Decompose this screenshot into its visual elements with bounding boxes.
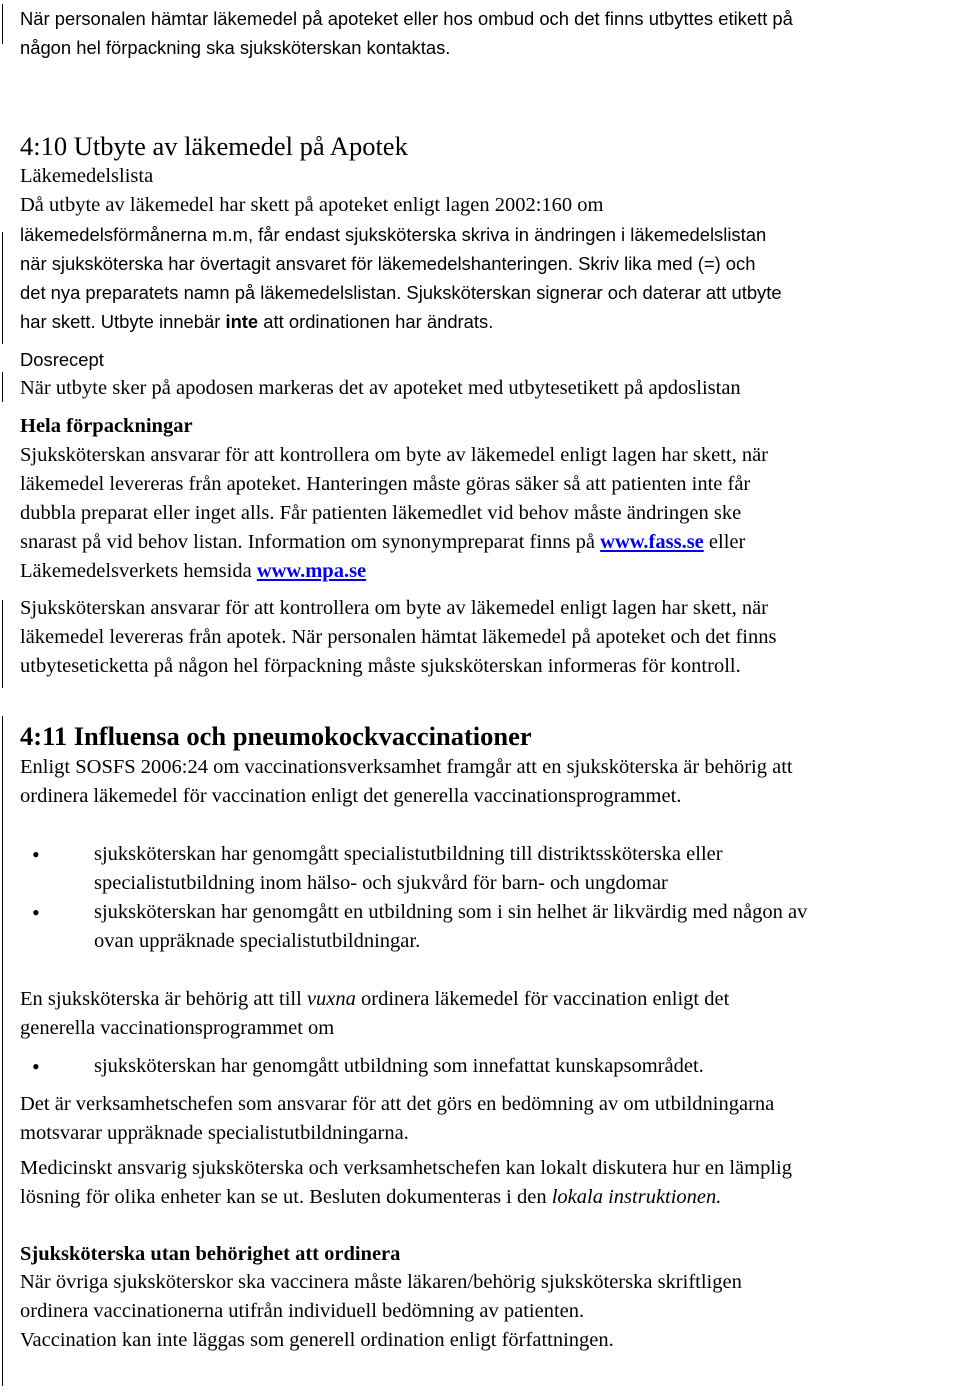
paragraph-utan-behorighet: När övriga sjuksköterskor ska vaccinera måste läkaren/behörig sjuksköterska skriftligen ordinera vaccinationerna utifrån individuell bedömning av patienten. Vaccination kan inte läggas som generell ordination enligt författningen. bbox=[20, 1271, 742, 1351]
list-item: • sjuksköterskan har genomgått utbildning som innefattat kunskapsområdet. bbox=[32, 1054, 704, 1079]
bullet-icon: • bbox=[32, 900, 40, 925]
emphasis-inte: inte bbox=[225, 311, 259, 332]
paragraph-utbyte-body: läkemedelsförmånerna m.m, får endast sjuksköterska skriva in ändringen i läkemedelslistan när sjuksköterska har övertagit ansvaret för läkemedelshanteringen. Skriv lika med (=) och det nya preparatets namn på läkemedelslistan. Sjuksköterskan signerar och daterar att utbyte har skett. Utbyte innebär inte att ordinationen har ändrats. bbox=[20, 220, 955, 336]
revision-bar bbox=[2, 716, 3, 1386]
paragraph-verksamhetschef: Det är verksamhetschefen som ansvarar för att det görs en bedömning av om utbildningarna motsvarar uppräknade specialistutbildningarna. bbox=[20, 1093, 775, 1144]
revision-bar bbox=[2, 232, 3, 344]
paragraph-line: har skett. Utbyte innebär inte att ordinationen har ändrats. bbox=[20, 311, 494, 332]
paragraph-line: lösning för olika enheter kan se ut. Besluten dokumenteras i den lokala instruktionen. bbox=[20, 1186, 722, 1208]
paragraph-hela-forpackningar: Sjuksköterskan ansvarar för att kontrollera om byte av läkemedel enligt lagen har skett, när läkemedel levereras från apoteket. Hanteringen måste göras säker så att patienten inte får dubbla preparat eller inget alls. Får patienten läkemedlet vid behov måste ändringen ske snarast på vid behov listan. Information om synonympreparat finns på www.fass.se eller Läkemedelsverkets hemsida www.mpa.se bbox=[20, 441, 955, 586]
paragraph-line: Läkemedelsverkets hemsida www.mpa.se bbox=[20, 560, 367, 582]
subheading-dosrecept: Dosrecept bbox=[20, 349, 104, 370]
subheading-utan-behorighet: Sjuksköterska utan behörighet att ordinera bbox=[20, 1243, 401, 1265]
paragraph-line: läkemedelsförmånerna m.m, får endast sjuksköterska skriva in ändringen i läkemedelslistan bbox=[20, 224, 767, 245]
emphasis-lokala-instruktionen: lokala instruktionen. bbox=[551, 1186, 722, 1208]
paragraph-line: En sjuksköterska är behörig att till vuxna ordinera läkemedel för vaccination enligt det bbox=[20, 988, 730, 1010]
revision-bar bbox=[2, 4, 3, 44]
paragraph-vuxna: En sjuksköterska är behörig att till vuxna ordinera läkemedel för vaccination enligt det generella vaccinationsprogrammet om bbox=[20, 985, 955, 1043]
intro-paragraph: När personalen hämtar läkemedel på apoteket eller hos ombud och det finns utbyttes etikett på någon hel förpackning ska sjuksköterskan kontaktas. bbox=[20, 8, 793, 58]
link-fass[interactable]: www.fass.se bbox=[600, 531, 704, 553]
revision-bar bbox=[2, 600, 3, 688]
list-item: • sjuksköterskan har genomgått specialistutbildning till distriktssköterska eller specialistutbildning inom hälso- och sjukvård för barn- och ungdomar bbox=[32, 842, 723, 894]
paragraph-sosfs: Enligt SOSFS 2006:24 om vaccinationsverksamhet framgår att en sjuksköterska är behörig att ordinera läkemedel för vaccination enligt det generella vaccinationsprogrammet. bbox=[20, 756, 793, 807]
bullet-icon: • bbox=[32, 1054, 40, 1079]
paragraph-lokal-losning: Medicinskt ansvarig sjuksköterska och verksamhetschefen kan lokalt diskutera hur en lämplig lösning för olika enheter kan se ut. Besluten dokumenteras i den lokala instruktionen. bbox=[20, 1154, 955, 1212]
section-title-4-10: 4:10 Utbyte av läkemedel på Apotek bbox=[20, 131, 408, 161]
section-title-4-11: 4:11 Influensa och pneumokockvaccinationer bbox=[20, 721, 532, 751]
subheading-lakemedelslista: Läkemedelslista bbox=[20, 165, 154, 187]
link-mpa[interactable]: www.mpa.se bbox=[256, 560, 367, 582]
list-item: • sjuksköterskan har genomgått en utbildning som i sin helhet är likvärdig med någon av ovan uppräknade specialistutbildningar. bbox=[32, 900, 808, 952]
paragraph-utbyte-line1: Då utbyte av läkemedel har skett på apoteket enligt lagen 2002:160 om bbox=[20, 194, 604, 216]
paragraph-line: snarast på vid behov listan. Information om synonympreparat finns på www.fass.se eller bbox=[20, 531, 746, 553]
revision-bar bbox=[2, 372, 3, 402]
paragraph-dosrecept: När utbyte sker på apodosen markeras det av apoteket med utbytesetikett på apdoslistan bbox=[20, 377, 741, 399]
paragraph-kontroll: Sjuksköterskan ansvarar för att kontrollera om byte av läkemedel enligt lagen har skett, när läkemedel levereras från apotek. När personalen hämtat läkemedel på apoteket och det finns utbyteseticketta på någon hel förpackning måste sjuksköterskan informeras för kontroll. bbox=[20, 597, 777, 677]
emphasis-vuxna: vuxna bbox=[306, 988, 356, 1010]
subheading-hela-forpackningar: Hela förpackningar bbox=[20, 415, 193, 437]
bullet-icon: • bbox=[32, 842, 40, 867]
